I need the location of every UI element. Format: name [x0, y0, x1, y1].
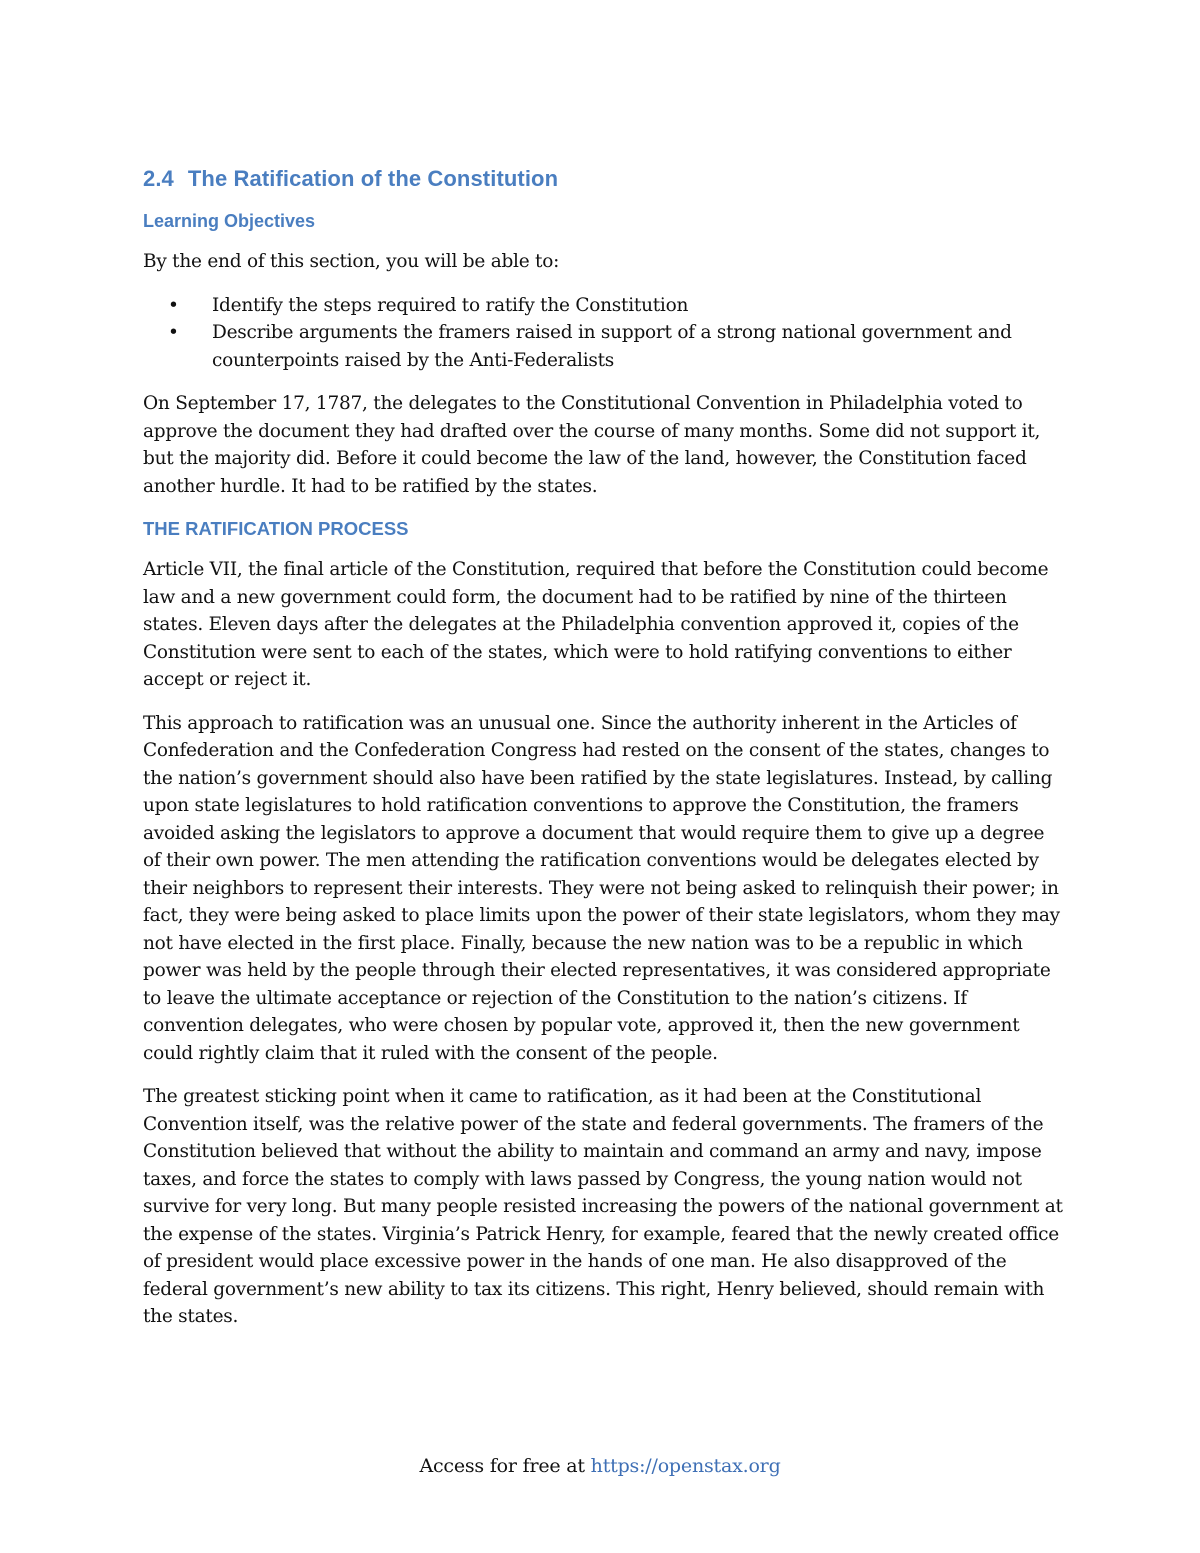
paragraph: The greatest sticking point when it came to ratification, as it had been at the Constitutional Convention itself, was the relative power of the state and federal governments. The framers of the Constitution believed that without the ability to maintain and command an army and navy, impose taxes, and force the states to comply with laws passed by Congress, the young nation would not survive for very long. But many people resisted increasing the powers of the national government at the expense of the states. Virginia’s Patrick Henry, for example, feared that the newly created office of president would place excessive power in the hands of one man. He also disapproved of the federal government’s new ability to tax its citizens. This right, Henry believed, should remain with the states. [143, 1086, 1063, 1327]
section-title: The Ratification of the Constitution [187, 166, 559, 191]
section-heading [143, 164, 1065, 194]
objective-text: Identify the steps required to ratify the Constitution [212, 294, 689, 316]
objective-text: Describe arguments the framers raised in support of a strong national government and counterpoints raised by the Anti-Federalists [212, 322, 1012, 371]
objectives-list [143, 292, 1065, 375]
paragraph: Article VII, the final article of the Constitution, required that before the Constitution could become law and a new government could form, the document had to be ratified by nine of the thirteen states. Eleven days after the delegates at the Philadelphia convention approved it, copies of the Constitution were sent to each of the states, which were to hold ratifying conventions to either accept or reject it. [143, 559, 1049, 690]
section-number: 2.4 [143, 166, 174, 191]
intro-paragraph: On September 17, 1787, the delegates to the Constitutional Convention in Philadelphia voted to approve the document they had drafted over the course of many months. Some did not support it, but the majority did. Before it could become the law of the land, however, the Constitution faced another hurdle. It had to be ratified by the states. [143, 393, 1041, 497]
footer-prefix: Access for free at [419, 1455, 591, 1477]
ratification-process-heading: THE RATIFICATION PROCESS [143, 518, 409, 539]
paragraph: This approach to ratification was an unusual one. Since the authority inherent in the Articles of Confederation and the Confederation Congress had rested on the consent of the states, changes to the nation’s government should also have been ratified by the state legislatures. Instead, by calling upon state legislatures to hold ratification conventions to approve the Constitution, the framers avoided asking the legislators to approve a document that would require them to give up a degree of their own power. The men attending the ratification conventions would be delegates elected by their neighbors to represent their interests. They were not being asked to relinquish their power; in fact, they were being asked to place limits upon the power of their state legislators, whom they may not have elected in the first place. Finally, because the new nation was to be a republic in which power was held by the people through their elected representatives, it was considered appropriate to leave the ultimate acceptance or rejection of the Constitution to the nation’s citizens. If convention delegates, who were chosen by popular vote, approved it, then the new government could rightly claim that it ruled with the consent of the people. [143, 712, 1060, 1064]
page-footer [0, 1455, 1200, 1477]
learning-objectives-heading: Learning Objectives [143, 211, 316, 231]
openstax-link[interactable]: https://openstax.org [590, 1455, 781, 1477]
objective-item [143, 292, 1065, 320]
bullet-icon: • [168, 294, 179, 316]
objective-item [143, 319, 1065, 374]
page-content [143, 164, 1065, 1347]
objectives-intro: By the end of this section, you will be able to: [143, 251, 560, 272]
bullet-icon: • [168, 322, 179, 343]
